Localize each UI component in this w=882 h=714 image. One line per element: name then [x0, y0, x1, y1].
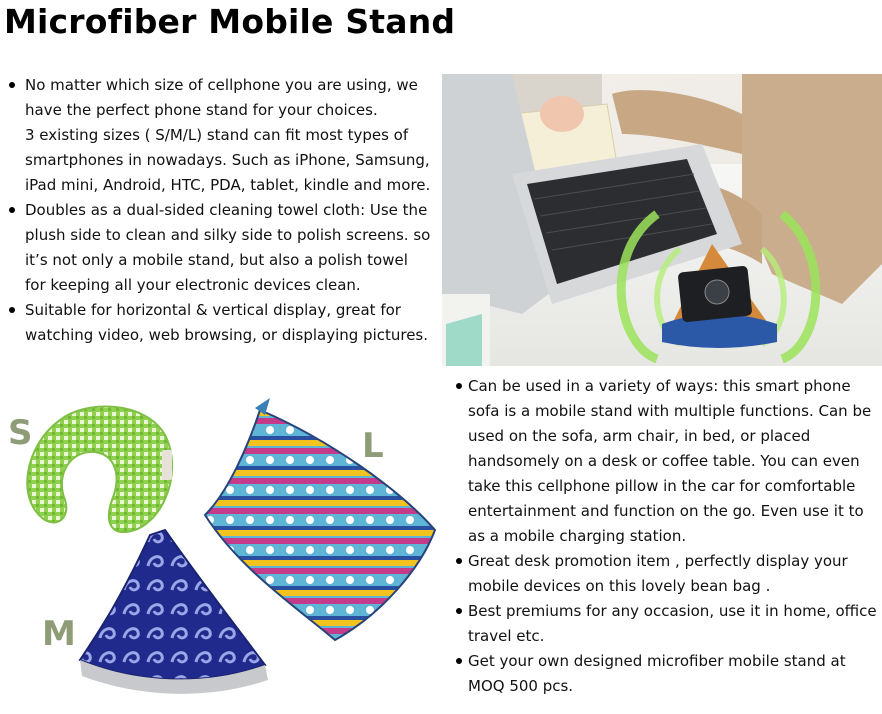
- product-illustration: [0, 380, 445, 710]
- lifestyle-photo: [442, 74, 882, 366]
- bullet-premiums: Best premiums for any occasion, use it in home, office travel etc.: [450, 599, 880, 649]
- bullet-display: Suitable for horizontal & vertical display, great for watching video, web browsing, or displaying pictures.: [3, 298, 433, 348]
- product-sizes-image: [0, 380, 445, 710]
- laptop-scene-illustration: [442, 74, 882, 366]
- bullet-moq: Get your own designed microfiber mobile stand at MOQ 500 pcs.: [450, 649, 880, 699]
- page-title: Microfiber Mobile Stand: [4, 2, 456, 41]
- bottom-bullet-list: [450, 374, 880, 699]
- size-label-s: S: [8, 413, 33, 453]
- size-label-l: L: [362, 426, 384, 466]
- bullet-ways-to-use: Can be used in a variety of ways: this smart phone sofa is a mobile stand with multiple functions. Can be used on the sofa, arm chair, in bed, or placed handsomely on a desk or coffee table. You can even take this cellphone pillow in the car for comfortable entertainment and function on the go. Even use it to as a mobile charging station.: [450, 374, 880, 549]
- bullet-promotion: Great desk promotion item , perfectly display your mobile devices on this lovely bean bag .: [450, 549, 880, 599]
- size-label-m: M: [42, 614, 76, 654]
- bullet-sizes: No matter which size of cellphone you are using, we have the perfect phone stand for your choices. 3 existing sizes ( S/M/L) stand can fit most types of smartphones in nowadays. Such as iPhone, Samsung, iPad mini, Android, HTC, PDA, tablet, kindle and more.: [3, 73, 433, 198]
- top-bullet-list: [3, 73, 433, 348]
- bullet-cleaning-towel: Doubles as a dual-sided cleaning towel cloth: Use the plush side to clean and silky side to polish screens. so it’s not only a mobile stand, but also a polish towel for keeping all your electronic devices clean.: [3, 198, 433, 298]
